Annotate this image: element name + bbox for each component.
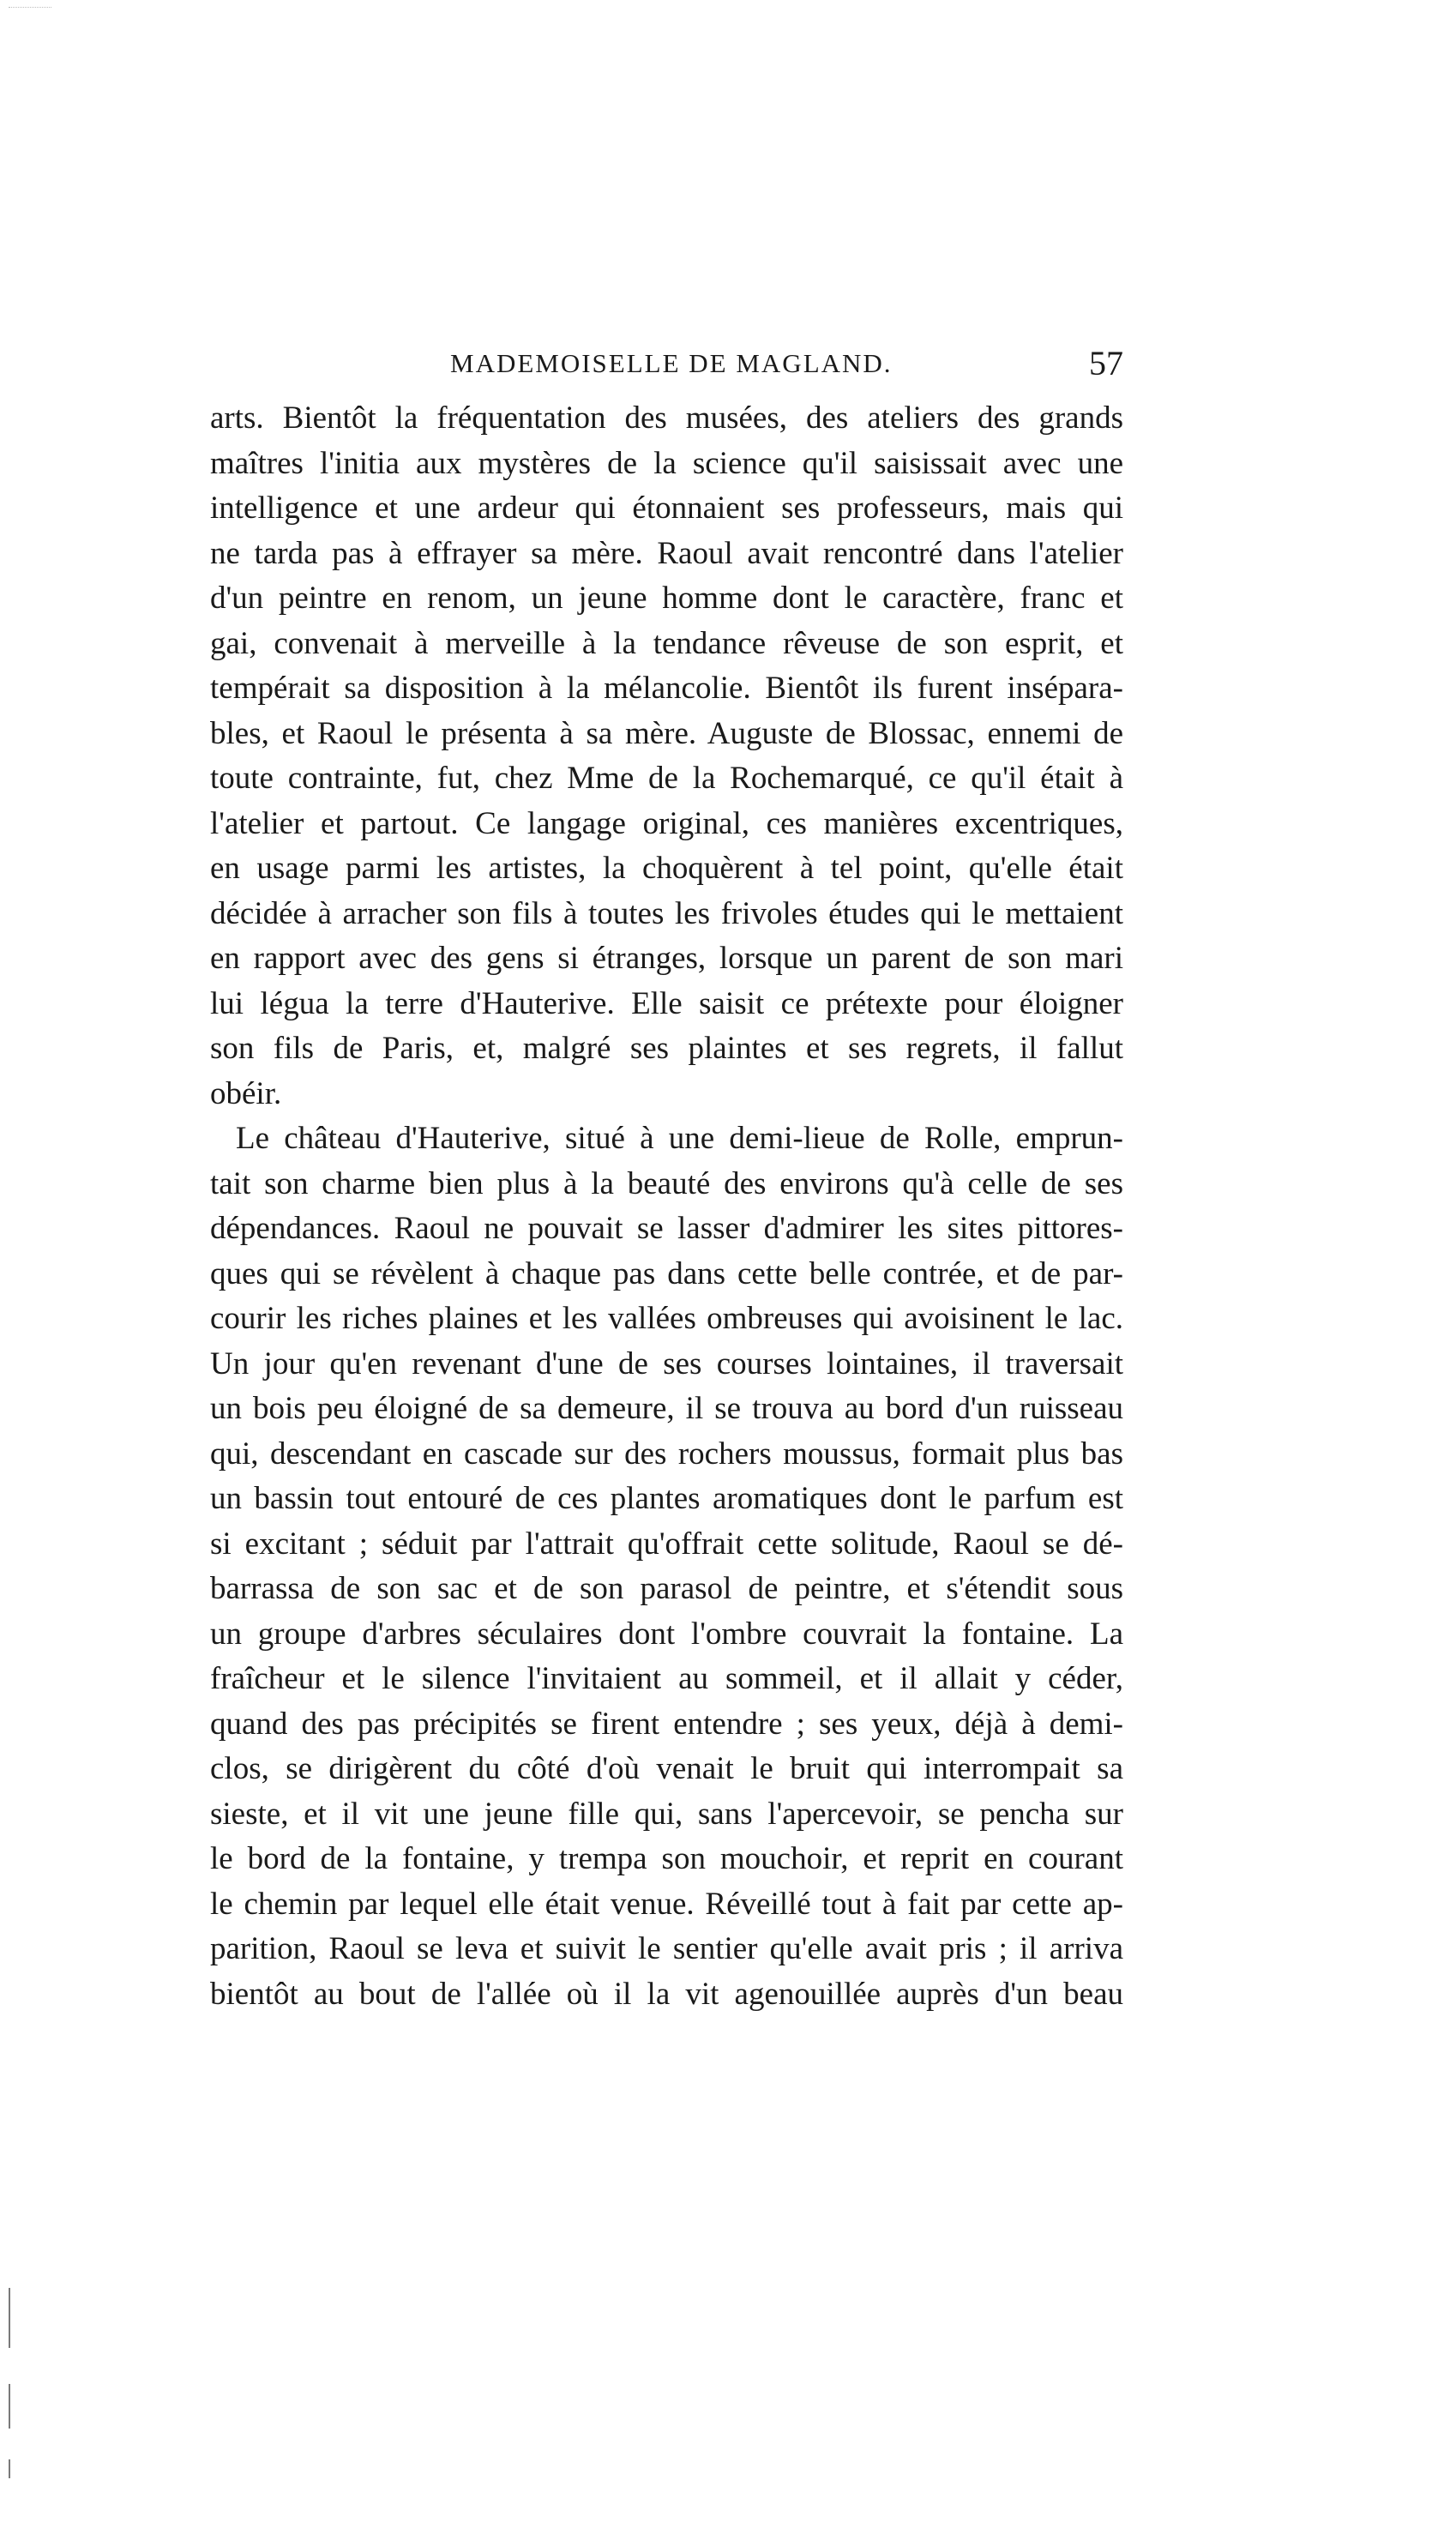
page-header — [210, 343, 1123, 394]
text-line: en usage parmi les artistes, la choquèrent à tel point, qu'elle était — [210, 851, 1123, 886]
text-line: dépendances. Raoul ne pouvait se lasser d'admirer les sites pittores- — [210, 1211, 1123, 1246]
scan-artifact — [9, 7, 51, 9]
text-line: le bord de la fontaine, y trempa son mouchoir, et reprit en courant — [210, 1841, 1123, 1876]
text-line: maîtres l'initia aux mystères de la science qu'il saisissait avec une — [210, 445, 1123, 481]
text-line: tempérait sa disposition à la mélancolie. Bientôt ils furent insépara- — [210, 671, 1123, 706]
body-text — [210, 396, 1123, 2017]
text-line: son fils de Paris, et, malgré ses plaintes et ses regrets, il fallut — [210, 1031, 1123, 1066]
page-number: 57 — [1089, 344, 1123, 382]
text-line: Un jour qu'en revenant d'une de ses courses lointaines, il traversait — [210, 1345, 1123, 1381]
text-line: ne tarda pas à effrayer sa mère. Raoul avait rencontré dans l'atelier — [210, 535, 1123, 571]
text-line: fraîcheur et le silence l'invitaient au sommeil, et il allait y céder, — [210, 1661, 1123, 1696]
text-line: ques qui se révèlent à chaque pas dans cette belle contrée, et de par- — [210, 1255, 1123, 1291]
text-line: décidée à arracher son fils à toutes les frivoles études qui le mettaient — [210, 895, 1123, 931]
text-line: sieste, et il vit une jeune fille qui, sans l'apercevoir, se pencha sur — [210, 1796, 1123, 1832]
text-line: obéir. — [210, 1075, 282, 1111]
text-line: un bassin tout entouré de ces plantes aromatiques dont le parfum est — [210, 1481, 1123, 1516]
scan-edge-mark — [9, 2384, 10, 2429]
text-line: l'atelier et partout. Ce langage original, ces manières excentriques, — [210, 805, 1123, 841]
text-line: d'un peintre en renom, un jeune homme dont le caractère, franc et — [210, 581, 1123, 616]
text-line: quand des pas précipités se firent entendre ; ses yeux, déjà à demi- — [210, 1706, 1123, 1742]
text-line: si excitant ; séduit par l'attrait qu'offrait cette solitude, Raoul se dé- — [210, 1526, 1123, 1562]
text-line: toute contrainte, fut, chez Mme de la Rochemarqué, ce qu'il était à — [210, 761, 1123, 796]
text-line: clos, se dirigèrent du côté d'où venait le bruit qui interrompait sa — [210, 1751, 1123, 1786]
scan-edge-mark — [9, 2459, 10, 2478]
text-line: barrassa de son sac et de son parasol de peintre, et s'étendit sous — [210, 1571, 1123, 1606]
text-line: bientôt au bout de l'allée où il la vit agenouillée auprès d'un beau — [210, 1976, 1123, 2012]
text-line: gai, convenait à merveille à la tendance rêveuse de son esprit, et — [210, 625, 1123, 661]
text-line: parition, Raoul se leva et suivit le sentier qu'elle avait pris ; il arriva — [210, 1931, 1123, 1966]
text-line: lui légua la terre d'Hauterive. Elle saisit ce prétexte pour éloigner — [210, 985, 1123, 1021]
text-line: un groupe d'arbres séculaires dont l'ombre couvrait la fontaine. La — [210, 1616, 1123, 1652]
text-line: un bois peu éloigné de sa demeure, il se trouva au bord d'un ruisseau — [210, 1391, 1123, 1426]
text-line: le chemin par lequel elle était venue. Réveillé tout à fait par cette ap- — [210, 1886, 1123, 1922]
text-line: intelligence et une ardeur qui étonnaient ses professeurs, mais qui — [210, 491, 1123, 526]
text-line: courir les riches plaines et les vallées ombreuses qui avoisinent le lac. — [210, 1301, 1123, 1336]
text-line: bles, et Raoul le présenta à sa mère. Auguste de Blossac, ennemi de — [210, 715, 1123, 751]
scan-edge-mark — [9, 2288, 10, 2348]
running-title: MADEMOISELLE DE MAGLAND. — [450, 348, 893, 378]
text-line: arts. Bientôt la fréquentation des musées, des ateliers des grands — [210, 400, 1123, 436]
text-line: qui, descendant en cascade sur des rochers moussus, formait plus bas — [210, 1436, 1123, 1472]
text-line: Le château d'Hauterive, situé à une demi-lieue de Rolle, emprun- — [236, 1121, 1123, 1156]
text-line: en rapport avec des gens si étranges, lorsque un parent de son mari — [210, 941, 1123, 976]
text-line: tait son charme bien plus à la beauté des environs qu'à celle de ses — [210, 1165, 1123, 1201]
